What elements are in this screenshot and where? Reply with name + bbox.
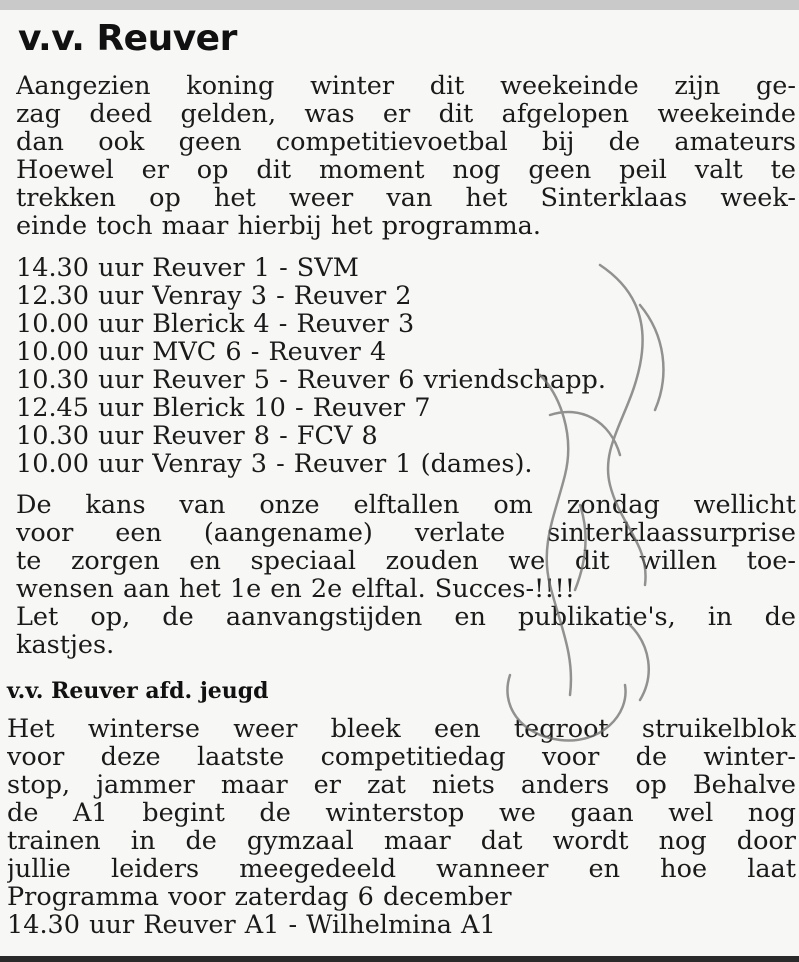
match-line: 10.00 uur Venray 3 - Reuver 1 (dames). — [16, 450, 533, 478]
article-title: v.v. Reuver — [18, 18, 237, 59]
youth-section-title: v.v. Reuver afd. jeugd — [7, 678, 269, 704]
match-line: 10.30 uur Reuver 8 - FCV 8 — [16, 422, 378, 450]
bottom-rule — [0, 956, 799, 962]
intro-line: trekken op het weer van het Sinterklaas week- — [16, 184, 796, 212]
match-line: 14.30 uur Reuver 1 - SVM — [16, 254, 359, 282]
newspaper-clipping — [0, 10, 799, 962]
match-line: 12.45 uur Blerick 10 - Reuver 7 — [16, 394, 431, 422]
youth-line: stop, jammer maar er zat niets anders op Behalve — [7, 771, 796, 799]
match-program — [16, 254, 796, 478]
match-line: 10.00 uur Blerick 4 - Reuver 3 — [16, 310, 415, 338]
intro-line: zag deed gelden, was er dit afgelopen weekeinde — [16, 100, 796, 128]
youth-line: 14.30 uur Reuver A1 - Wilhelmina A1 — [7, 911, 496, 939]
wishes-line: kastjes. — [16, 631, 115, 659]
match-line: 10.30 uur Reuver 5 - Reuver 6 vriendschapp. — [16, 366, 606, 394]
youth-line: trainen in de gymzaal maar dat wordt nog door — [7, 827, 796, 855]
youth-line: Het winterse weer bleek een tegroot struikelblok — [7, 715, 796, 743]
wishes-line: voor een (aangename) verlate sinterklaassurprise — [16, 519, 796, 547]
youth-line: Programma voor zaterdag 6 december — [7, 883, 512, 911]
match-line: 10.00 uur MVC 6 - Reuver 4 — [16, 338, 387, 366]
youth-line: voor deze laatste competitiedag voor de winter- — [7, 743, 796, 771]
intro-line: dan ook geen competitievoetbal bij de amateurs — [16, 128, 796, 156]
wishes-paragraph — [16, 491, 796, 659]
intro-paragraph — [16, 72, 796, 240]
intro-line: Hoewel er op dit moment nog geen peil valt te — [16, 156, 796, 184]
intro-line: Aangezien koning winter dit weekeinde zijn ge- — [16, 72, 796, 100]
wishes-line: te zorgen en speciaal zouden we dit willen toe- — [16, 547, 796, 575]
wishes-line: wensen aan het 1e en 2e elftal. Succes-!!!! — [16, 575, 576, 603]
youth-line: de A1 begint de winterstop we gaan wel nog — [7, 799, 796, 827]
intro-line: einde toch maar hierbij het programma. — [16, 212, 541, 240]
wishes-line: Let op, de aanvangstijden en publikatie's, in de — [16, 603, 796, 631]
youth-line: jullie leiders meegedeeld wanneer en hoe laat — [7, 855, 796, 883]
wishes-line: De kans van onze elftallen om zondag wellicht — [16, 491, 796, 519]
youth-paragraph — [7, 715, 796, 939]
match-line: 12.30 uur Venray 3 - Reuver 2 — [16, 282, 412, 310]
